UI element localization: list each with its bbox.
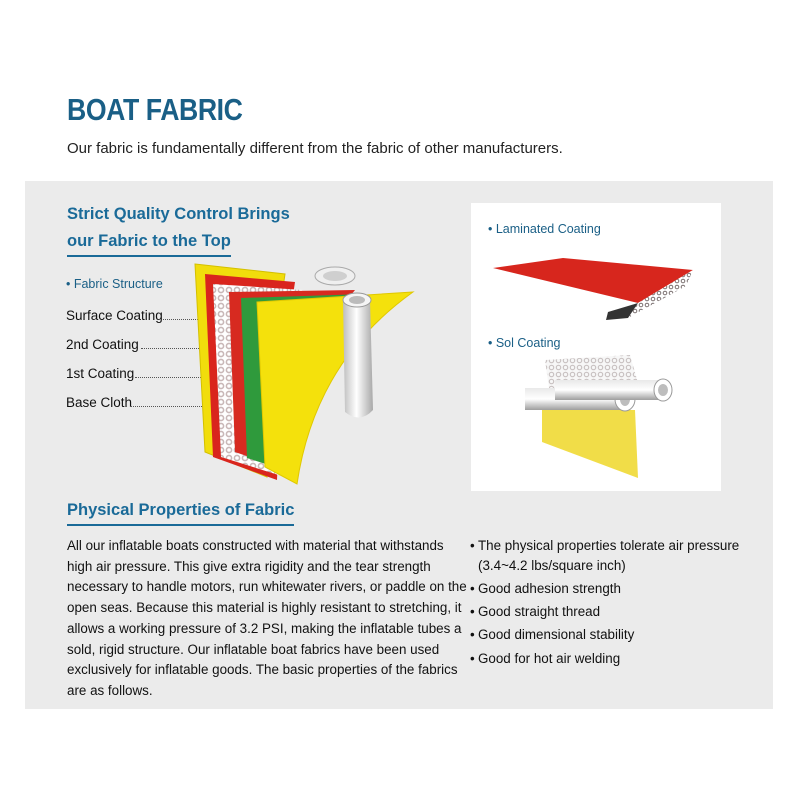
property-item <box>470 602 760 622</box>
property-text: Good for hot air welding <box>478 650 621 666</box>
layer-label-surface: Surface Coating <box>66 308 163 323</box>
quality-heading-line1: Strict Quality Control Brings <box>67 205 290 223</box>
property-item <box>470 649 760 669</box>
layer-label-2nd: 2nd Coating <box>66 337 139 352</box>
property-item <box>470 579 760 599</box>
quality-heading-line2: our Fabric to the Top <box>67 228 231 257</box>
sol-coating-illustration <box>520 350 680 480</box>
laminated-coating-label: • Laminated Coating <box>488 222 601 236</box>
property-item <box>470 625 760 645</box>
sol-coating-label: • Sol Coating <box>488 336 561 350</box>
laminated-coating-illustration <box>488 248 703 328</box>
fabric-structure-label: • Fabric Structure <box>66 277 163 291</box>
physical-properties-body: All our inflatable boats constructed with material that withstands high air pressure. This give extra rigidity and the tear strength necessary to handle motors, run whitewater rivers, or paddle on the open seas. Because this material is highly resistant to stretching, it allows a working pressure of 3.2 PSI, making the inflatable tubes a sold, rigid structure. Our inflatable boat fabrics have been used exclusively for inflatable goods. The basic properties of the fabrics are as follows. <box>67 538 467 698</box>
page-subtitle: Our fabric is fundamentally different from the fabric of other manufacturers. <box>67 140 563 157</box>
property-subtext: (3.4~4.2 lbs/square inch) <box>478 557 626 573</box>
properties-list <box>470 536 760 672</box>
property-item <box>470 536 760 575</box>
property-text: Good adhesion strength <box>478 580 621 596</box>
physical-properties-heading: Physical Properties of Fabric <box>67 497 294 526</box>
property-text: The physical properties tolerate air pressure <box>478 538 740 553</box>
page-title: BOAT FABRIC <box>67 92 243 127</box>
layer-label-base: Base Cloth <box>66 395 133 410</box>
property-text: Good dimensional stability <box>478 627 635 643</box>
fabric-structure-illustration <box>185 262 425 487</box>
property-text: Good straight thread <box>478 604 601 620</box>
layer-label-1st: 1st Coating <box>66 366 135 381</box>
